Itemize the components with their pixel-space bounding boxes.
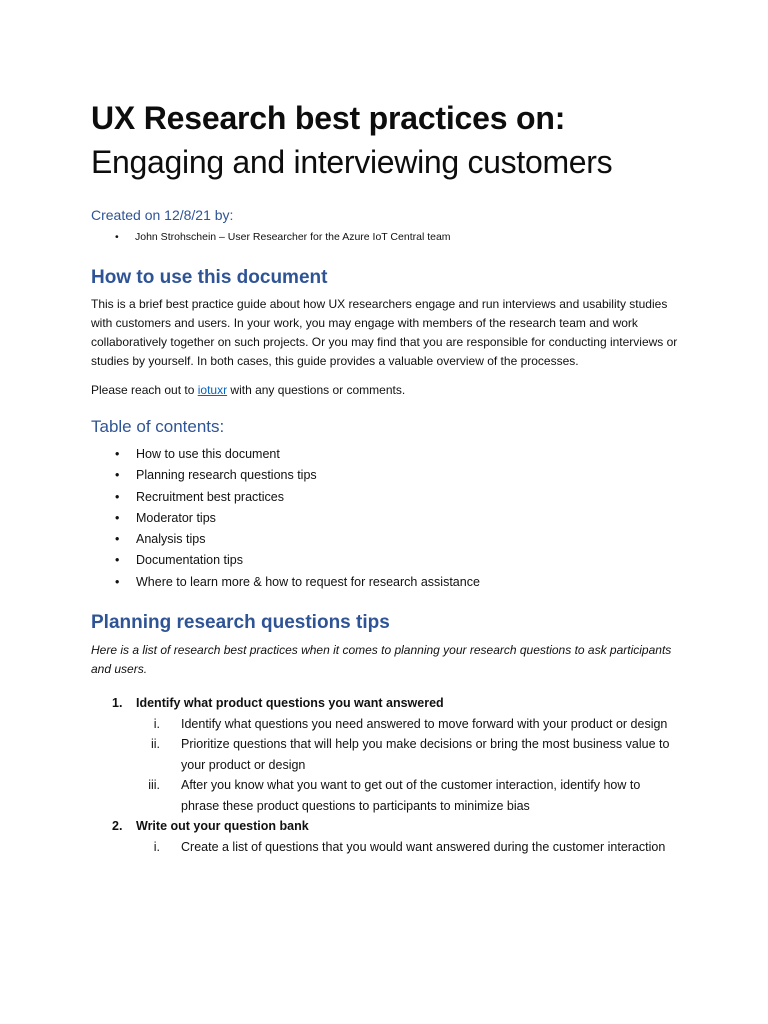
planning-step bbox=[91, 693, 681, 714]
substep-text: Prioritize questions that will help you make decisions or bring the most business value to your product or design bbox=[181, 737, 670, 772]
reach-out-line bbox=[91, 381, 681, 400]
document-title: UX Research best practices on: bbox=[91, 100, 566, 136]
substep-number: i. bbox=[153, 716, 160, 731]
created-line: Created on 12/8/21 by: bbox=[91, 207, 234, 223]
substep-number: i. bbox=[153, 839, 160, 854]
substep bbox=[91, 837, 681, 858]
planning-heading: Planning research questions tips bbox=[91, 612, 390, 634]
step-title: Identify what product questions you want answered bbox=[136, 696, 444, 711]
toc-item: • Planning research questions tips bbox=[115, 465, 681, 486]
substep-list bbox=[91, 714, 681, 817]
toc-item: • Where to learn more & how to request for research assistance bbox=[115, 572, 681, 593]
how-to-paragraph: This is a brief best practice guide about how UX researchers engage and run interviews and usability studies with customers and users. In your work, you may engage with members of the research team and work collaboratively together on such projects. Or you may find that you are responsible for conducting interviews or studies by yourself. In both cases, this guide provides a valuable overview of the processes. bbox=[91, 297, 678, 368]
planning-intro: Here is a list of research best practices when it comes to planning your research questions to ask participants and users. bbox=[91, 643, 672, 677]
document-subtitle: Engaging and interviewing customers bbox=[91, 144, 613, 180]
step-number: 1. bbox=[112, 696, 123, 711]
planning-steps bbox=[91, 693, 681, 857]
substep-list bbox=[91, 837, 681, 858]
substep-text: Create a list of questions that you would want answered during the customer interaction bbox=[181, 839, 666, 854]
how-to-heading: How to use this document bbox=[91, 267, 328, 288]
substep-number: iii. bbox=[148, 778, 160, 793]
reach-out-suffix: with any questions or comments. bbox=[227, 383, 406, 397]
substep bbox=[91, 775, 681, 816]
document-body bbox=[91, 98, 681, 857]
reach-out-prefix: Please reach out to bbox=[91, 383, 198, 397]
substep bbox=[91, 714, 681, 735]
toc-item: • Recruitment best practices bbox=[115, 487, 681, 508]
substep-text: After you know what you want to get out of the customer interaction, identify how to phrase these product questions to participants to minimize bias bbox=[181, 778, 641, 813]
iotuxr-link[interactable]: iotuxr bbox=[197, 383, 228, 397]
toc-heading: Table of contents: bbox=[91, 417, 225, 436]
step-title: Write out your question bank bbox=[136, 819, 309, 834]
step-number: 2. bbox=[112, 819, 123, 834]
author-item: • John Strohschein – User Researcher for the Azure IoT Central team bbox=[115, 230, 681, 244]
substep-text: Identify what questions you need answered to move forward with your product or design bbox=[181, 716, 668, 731]
toc-item: • How to use this document bbox=[115, 444, 681, 465]
step-substeps bbox=[91, 837, 681, 858]
step-substeps bbox=[91, 714, 681, 817]
substep-number: ii. bbox=[150, 737, 160, 752]
substep bbox=[91, 734, 681, 775]
toc-item: • Analysis tips bbox=[115, 529, 681, 550]
planning-step bbox=[91, 816, 681, 837]
toc-item: • Documentation tips bbox=[115, 550, 681, 571]
toc-item: • Moderator tips bbox=[115, 508, 681, 529]
author-list bbox=[91, 230, 681, 244]
toc-list bbox=[91, 444, 681, 593]
